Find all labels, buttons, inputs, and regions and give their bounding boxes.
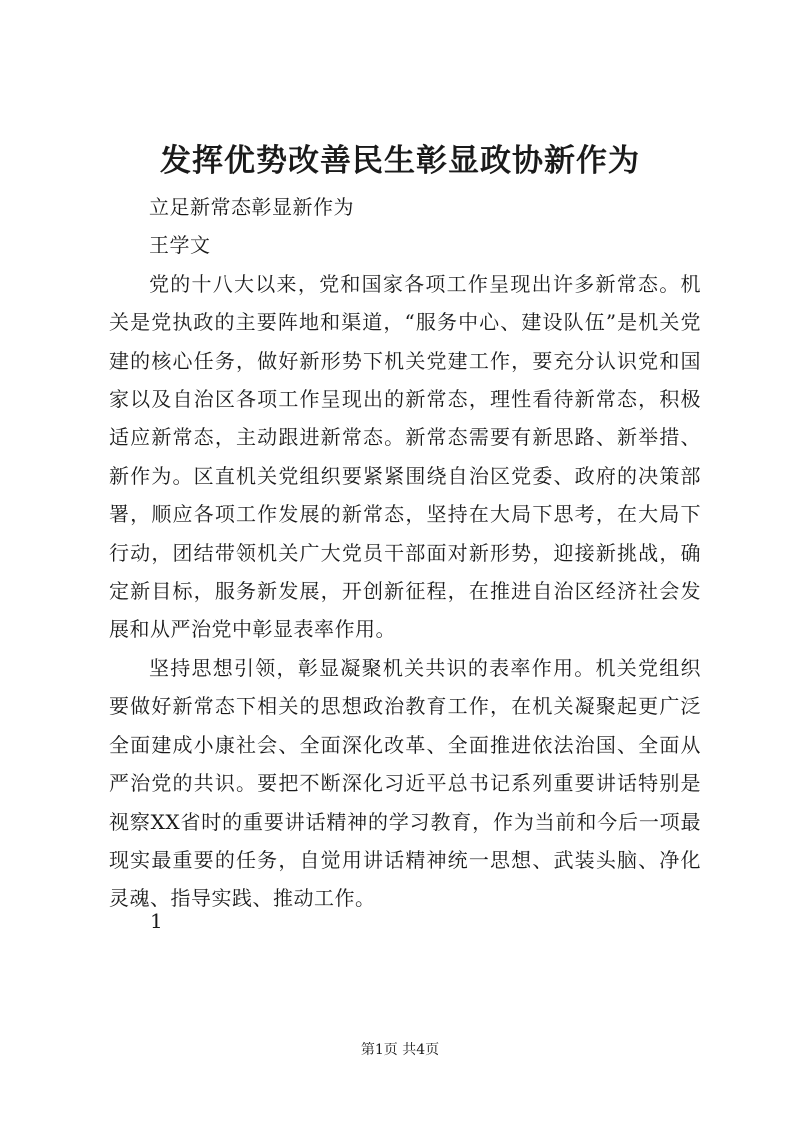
paragraph-2: 坚持思想引领，彰显凝聚机关共识的表率作用。机关党组织要做好新常态下相关的思想政治教育工作，在机关凝聚起更广泛全面建成小康社会、全面深化改革、全面推进依法治国、全面从严治党的共识。要把不断深化习近平总书记系列重要讲话特别是视察XX省时的重要讲话精神的学习教育，作为当前和今后一项最现实最重要的任务，自觉用讲话精神统一思想、武装头脑、净化灵魂、指导实践、推动工作。 — [109, 655, 701, 911]
page-number-marker: 1 — [150, 909, 163, 933]
page-footer: 第1页 共4页 — [360, 1042, 440, 1058]
paragraph-1: 党的十八大以来，党和国家各项工作呈现出许多新常态。机关是党执政的主要阵地和渠道，“服务中心、建设队伍”是机关党建的核心任务，做好新形势下机关党建工作，要充分认识党和国家以及自治区各项工作呈现出的新常态，理性看待新常态，积极适应新常态，主动跟进新常态。新常态需要有新思路、新举措、新作为。区直机关党组织要紧紧围绕自治区党委、政府的决策部署，顺应各项工作发展的新常态，坚持在大局下思考，在大局下行动，团结带领机关广大党员干部面对新形势，迎接新挑战，确定新目标，服务新发展，开创新征程，在推进自治区经济社会发展和从严治党中彰显表率作用。 — [109, 271, 701, 642]
author: 王学文 — [149, 233, 211, 258]
document-body — [109, 188, 701, 918]
subtitle: 立足新常态彰显新作为 — [149, 195, 354, 219]
document-title: 发挥优势改善民生彰显政协新作为 — [160, 143, 640, 179]
